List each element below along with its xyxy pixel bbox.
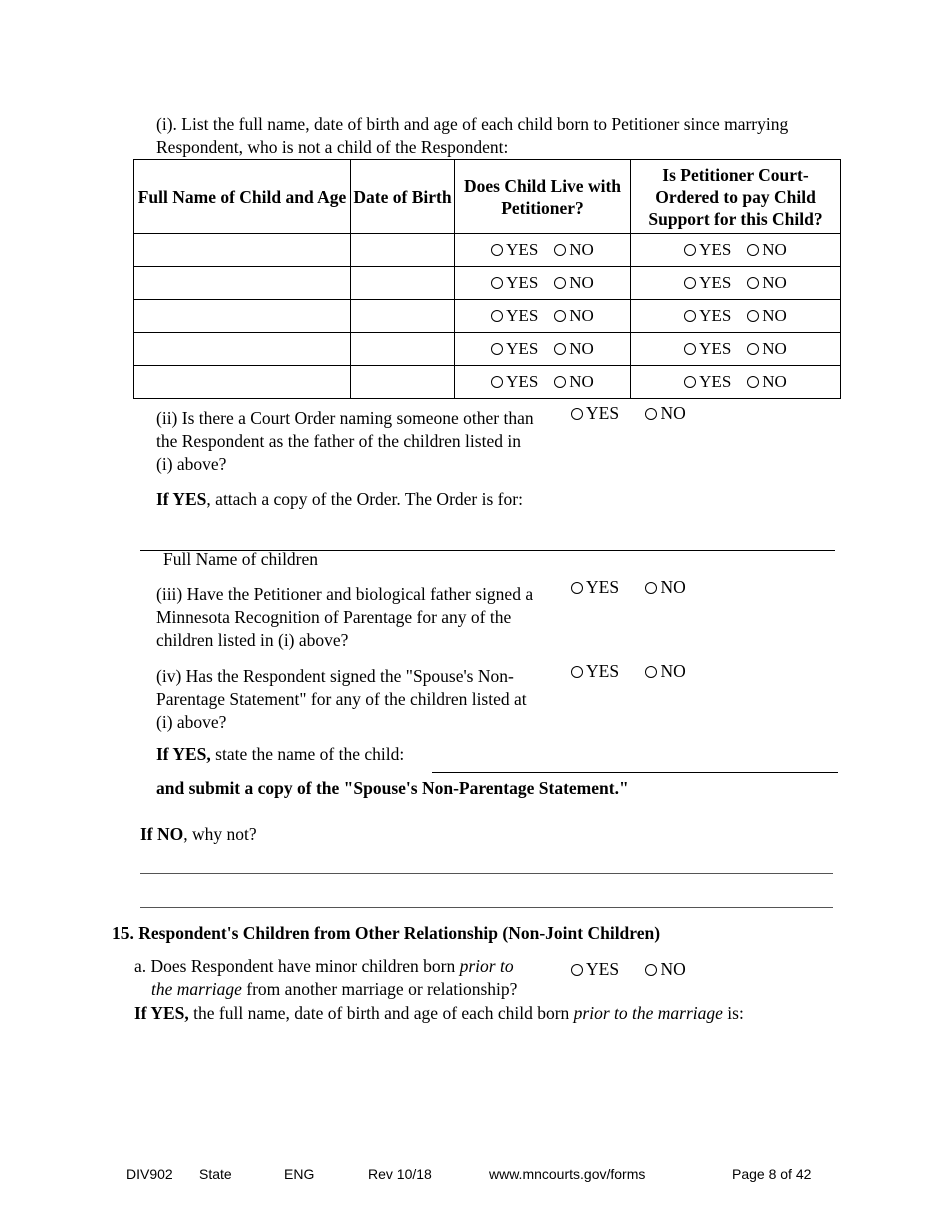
question-iii-answer (571, 577, 686, 598)
question-iv-line1: (iv) Has the Respondent signed the "Spouse's Non- (156, 666, 514, 686)
table-row (134, 234, 841, 267)
radio-circle-icon (491, 343, 503, 355)
child-dob-cell[interactable] (351, 366, 455, 399)
radio-circle-icon (645, 408, 657, 420)
radio-circle-icon (554, 343, 566, 355)
question-ii-line1: (ii) Is there a Court Order naming someone other than (156, 408, 534, 428)
no-label: NO (569, 339, 594, 358)
if-no-text (140, 824, 257, 845)
yes-label: YES (699, 240, 732, 259)
child-support-no-radio[interactable] (747, 273, 787, 293)
lives-with-petitioner-yes-radio[interactable] (491, 240, 538, 260)
radio-circle-icon (684, 310, 696, 322)
if-yes-order-text (156, 489, 523, 510)
yes-label: YES (699, 339, 732, 358)
question-iv-yes-radio[interactable] (571, 661, 619, 682)
child-support-no-radio[interactable] (747, 339, 787, 359)
child-support-options (684, 339, 787, 359)
question-iii-no-radio[interactable] (645, 577, 685, 598)
radio-circle-icon (747, 244, 759, 256)
section-15-a-yes-radio[interactable] (571, 959, 619, 980)
question-iv-line3: (i) above? (156, 712, 227, 732)
question-ii-yes-radio[interactable] (571, 403, 619, 424)
radio-circle-icon (554, 310, 566, 322)
lives-with-petitioner-cell (455, 234, 631, 267)
qa-part2: from another marriage or relationship? (241, 979, 518, 999)
child-support-cell (631, 267, 841, 300)
lives-with-petitioner-yes-radio[interactable] (491, 273, 538, 293)
child-support-no-radio[interactable] (747, 372, 787, 392)
lives-with-petitioner-cell (455, 333, 631, 366)
question-ii-no-radio[interactable] (645, 403, 685, 424)
table-row (134, 300, 841, 333)
radio-circle-icon (645, 582, 657, 594)
table-row (134, 366, 841, 399)
child-support-cell (631, 234, 841, 267)
child-dob-cell[interactable] (351, 267, 455, 300)
child-support-yes-radio[interactable] (684, 240, 731, 260)
header-lives-with-petitioner: Does Child Live with Petitioner? (455, 160, 631, 234)
question-ii (156, 407, 566, 476)
child-name-cell[interactable] (134, 267, 351, 300)
lives-with-petitioner-options (491, 306, 594, 326)
yes-label: YES (506, 240, 539, 259)
if-yes-rest: , attach a copy of the Order. The Order is for: (206, 489, 523, 509)
question-iii-line2: Minnesota Recognition of Parentage for any of the (156, 607, 512, 627)
question-iii-yes-radio[interactable] (571, 577, 619, 598)
child-support-yes-radio[interactable] (684, 372, 731, 392)
lives-with-petitioner-no-radio[interactable] (554, 273, 594, 293)
no-label: NO (762, 306, 787, 325)
header-date-of-birth: Date of Birth (351, 160, 455, 234)
no-label: NO (660, 661, 686, 681)
question-iv (156, 665, 566, 734)
child-name-cell[interactable] (134, 234, 351, 267)
radio-circle-icon (747, 343, 759, 355)
lives-with-petitioner-cell (455, 267, 631, 300)
lives-with-petitioner-yes-radio[interactable] (491, 306, 538, 326)
section-15-if-yes-text (134, 1003, 744, 1024)
no-label: NO (660, 959, 686, 979)
lives-with-petitioner-yes-radio[interactable] (491, 339, 538, 359)
lives-with-petitioner-no-radio[interactable] (554, 240, 594, 260)
section-15-question-a (134, 955, 554, 1001)
s15-if-yes-bold: If YES, (134, 1003, 189, 1023)
lives-with-petitioner-cell (455, 300, 631, 333)
child-support-cell (631, 300, 841, 333)
footer-form-id: DIV902 (126, 1166, 173, 1182)
footer-page-number: Page 8 of 42 (732, 1166, 812, 1182)
question-iv-line2: Parentage Statement" for any of the children listed at (156, 689, 527, 709)
if-no-bold: If NO (140, 824, 184, 844)
lives-with-petitioner-options (491, 372, 594, 392)
if-yes-child-text (156, 744, 404, 765)
footer-language: ENG (284, 1166, 315, 1182)
child-dob-cell[interactable] (351, 333, 455, 366)
child-support-options (684, 372, 787, 392)
child-support-yes-radio[interactable] (684, 339, 731, 359)
radio-circle-icon (491, 244, 503, 256)
table-row (134, 333, 841, 366)
header-child-support: Is Petitioner Court-Ordered to pay Child Support for this Child? (631, 160, 841, 234)
radio-circle-icon (554, 244, 566, 256)
yes-label: YES (586, 959, 620, 979)
lives-with-petitioner-options (491, 240, 594, 260)
child-support-no-radio[interactable] (747, 240, 787, 260)
qa-italic1: prior to (459, 956, 514, 976)
yes-label: YES (586, 577, 620, 597)
no-label: NO (569, 306, 594, 325)
children-table (133, 159, 841, 399)
question-ii-line2: the Respondent as the father of the children listed in (156, 431, 521, 451)
question-iv-no-radio[interactable] (645, 661, 685, 682)
child-name-cell[interactable] (134, 333, 351, 366)
lives-with-petitioner-no-radio[interactable] (554, 372, 594, 392)
child-support-options (684, 273, 787, 293)
no-label: NO (569, 273, 594, 292)
question-iii-line1: (iii) Have the Petitioner and biological father signed a (156, 584, 534, 604)
radio-circle-icon (747, 277, 759, 289)
no-label: NO (660, 577, 686, 597)
question-ii-answer (571, 403, 686, 424)
yes-label: YES (699, 372, 732, 391)
yes-label: YES (506, 273, 539, 292)
no-label: NO (762, 339, 787, 358)
radio-circle-icon (571, 964, 583, 976)
lives-with-petitioner-yes-radio[interactable] (491, 372, 538, 392)
no-label: NO (762, 273, 787, 292)
table-row (134, 267, 841, 300)
child-support-yes-radio[interactable] (684, 273, 731, 293)
section-15-a-answer (571, 959, 686, 980)
section-15-heading: 15. Respondent's Children from Other Relationship (Non-Joint Children) (112, 923, 661, 943)
why-not-input-line-2[interactable] (140, 907, 833, 908)
if-yes-child-bold: If YES, (156, 744, 211, 764)
yes-label: YES (586, 403, 620, 423)
yes-label: YES (586, 661, 620, 681)
lives-with-petitioner-no-radio[interactable] (554, 306, 594, 326)
no-label: NO (569, 372, 594, 391)
lives-with-petitioner-options (491, 339, 594, 359)
radio-circle-icon (684, 244, 696, 256)
radio-circle-icon (747, 310, 759, 322)
yes-label: YES (506, 339, 539, 358)
no-label: NO (569, 240, 594, 259)
if-yes-child-rest: state the name of the child: (210, 744, 405, 764)
radio-circle-icon (571, 666, 583, 678)
child-support-cell (631, 333, 841, 366)
radio-circle-icon (554, 277, 566, 289)
submit-statement-text: and submit a copy of the "Spouse's Non-Parentage Statement." (156, 778, 629, 798)
if-yes-bold: If YES (156, 489, 207, 509)
yes-label: YES (699, 273, 732, 292)
radio-circle-icon (571, 582, 583, 594)
child-dob-cell[interactable] (351, 234, 455, 267)
child-dob-cell[interactable] (351, 300, 455, 333)
no-label: NO (762, 372, 787, 391)
question-iii (156, 583, 566, 652)
footer-url-link[interactable]: www.mncourts.gov/forms (489, 1166, 646, 1182)
s15-if-yes-rest2: is: (722, 1003, 744, 1023)
radio-circle-icon (554, 376, 566, 388)
if-no-rest: , why not? (183, 824, 257, 844)
lives-with-petitioner-no-radio[interactable] (554, 339, 594, 359)
child-support-no-radio[interactable] (747, 306, 787, 326)
no-label: NO (660, 403, 686, 423)
radio-circle-icon (684, 343, 696, 355)
header-full-name: Full Name of Child and Age (134, 160, 351, 234)
child-name-cell[interactable] (134, 300, 351, 333)
radio-circle-icon (684, 277, 696, 289)
s15-if-yes-rest1: the full name, date of birth and age of each child born (188, 1003, 574, 1023)
s15-if-yes-italic: prior to the marriage (573, 1003, 723, 1023)
child-support-options (684, 240, 787, 260)
question-iv-answer (571, 661, 686, 682)
footer-revision: Rev 10/18 (368, 1166, 432, 1182)
section-15-a-no-radio[interactable] (645, 959, 685, 980)
yes-label: YES (506, 372, 539, 391)
qa-italic2: the marriage (151, 979, 242, 999)
child-name-cell[interactable] (134, 366, 351, 399)
radio-circle-icon (491, 376, 503, 388)
child-support-options (684, 306, 787, 326)
question-ii-line3: (i) above? (156, 454, 227, 474)
radio-circle-icon (645, 964, 657, 976)
child-support-cell (631, 366, 841, 399)
radio-circle-icon (571, 408, 583, 420)
qa-part1: a. Does Respondent have minor children born (134, 956, 460, 976)
yes-label: YES (506, 306, 539, 325)
child-name-input-line[interactable] (432, 772, 838, 773)
radio-circle-icon (491, 277, 503, 289)
radio-circle-icon (491, 310, 503, 322)
no-label: NO (762, 240, 787, 259)
footer-state: State (199, 1166, 232, 1182)
table-header-row (134, 160, 841, 234)
radio-circle-icon (684, 376, 696, 388)
full-name-children-label: Full Name of children (163, 549, 319, 569)
lives-with-petitioner-cell (455, 366, 631, 399)
radio-circle-icon (645, 666, 657, 678)
why-not-input-line-1[interactable] (140, 873, 833, 874)
child-support-yes-radio[interactable] (684, 306, 731, 326)
intro-question-i: (i). List the full name, date of birth and age of each child born to Petitioner since marrying Respondent, who is not a child of the Respondent: (156, 114, 789, 157)
lives-with-petitioner-options (491, 273, 594, 293)
question-iii-line3: children listed in (i) above? (156, 630, 349, 650)
radio-circle-icon (747, 376, 759, 388)
yes-label: YES (699, 306, 732, 325)
